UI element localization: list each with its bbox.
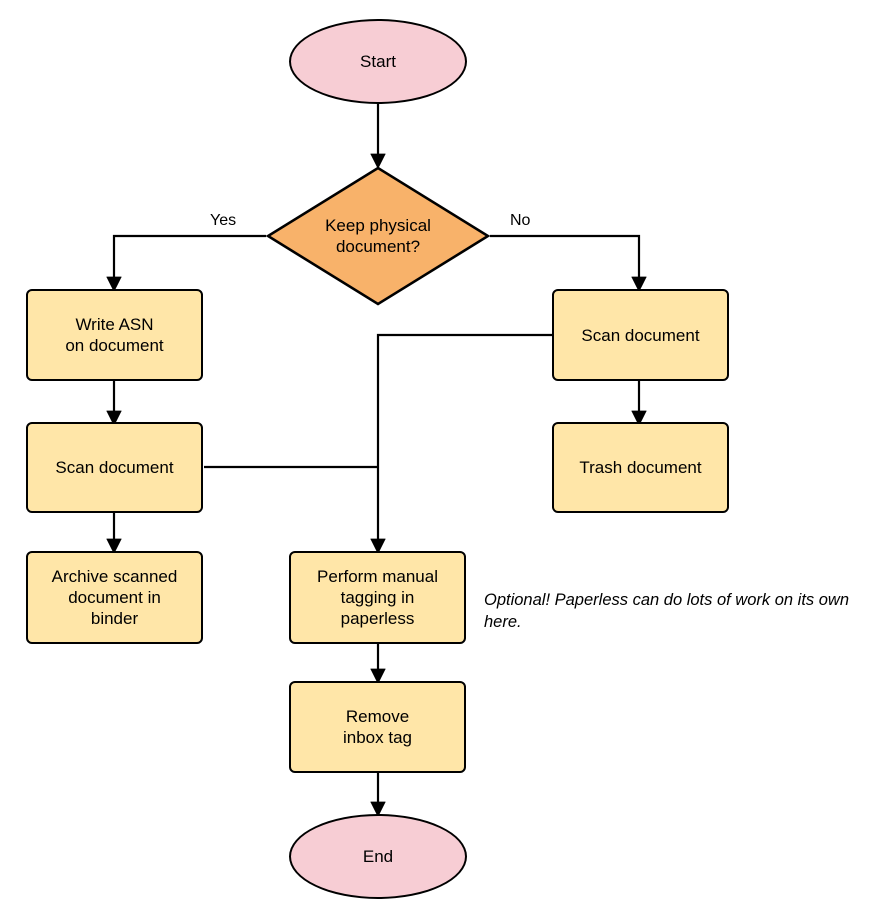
- write-asn-line2: on document: [65, 336, 164, 355]
- node-end[interactable]: [289, 814, 467, 899]
- manual-tagging-line2: tagging in: [340, 588, 415, 607]
- node-archive-label: [52, 566, 178, 629]
- node-end-label: End: [362, 847, 394, 866]
- decision-label-line1: Keep physical: [325, 216, 431, 235]
- edge-label-yes: Yes: [210, 212, 237, 229]
- node-scan-document-right[interactable]: [552, 289, 729, 381]
- remove-inbox-line1: Remove: [345, 707, 410, 726]
- archive-line1: Archive scanned: [51, 567, 178, 586]
- archive-line3: binder: [90, 609, 139, 628]
- manual-tagging-line3: paperless: [340, 609, 415, 628]
- node-archive-scanned-document[interactable]: [26, 551, 203, 644]
- archive-line2: document in: [68, 588, 161, 607]
- node-remove-inbox-tag[interactable]: [289, 681, 466, 773]
- node-manual-tagging-label: [317, 566, 438, 629]
- edge-label-no: No: [510, 212, 531, 229]
- node-start[interactable]: [289, 19, 467, 104]
- node-perform-manual-tagging[interactable]: [289, 551, 466, 644]
- node-scan-document-left-label: Scan document: [55, 458, 174, 477]
- node-write-asn-on-document[interactable]: [26, 289, 203, 381]
- decision-label-line2: document?: [335, 237, 421, 256]
- remove-inbox-line2: inbox tag: [343, 728, 412, 747]
- node-start-label: Start: [360, 52, 396, 71]
- node-scan-document-right-label: Scan document: [581, 325, 700, 345]
- node-scan-document-left[interactable]: [26, 422, 203, 513]
- write-asn-line1: Write ASN: [75, 315, 154, 334]
- node-trash-document[interactable]: [552, 422, 729, 513]
- node-trash-document-label: Trash document: [579, 458, 702, 477]
- optional-note: Optional! Paperless can do lots of work on its own here.: [484, 591, 850, 631]
- manual-tagging-line1: Perform manual: [317, 567, 438, 586]
- node-keep-physical-document[interactable]: [266, 166, 490, 306]
- node-keep-physical-document-label: [325, 215, 431, 257]
- node-write-asn-label: [65, 314, 163, 356]
- node-remove-inbox-label: [343, 706, 412, 748]
